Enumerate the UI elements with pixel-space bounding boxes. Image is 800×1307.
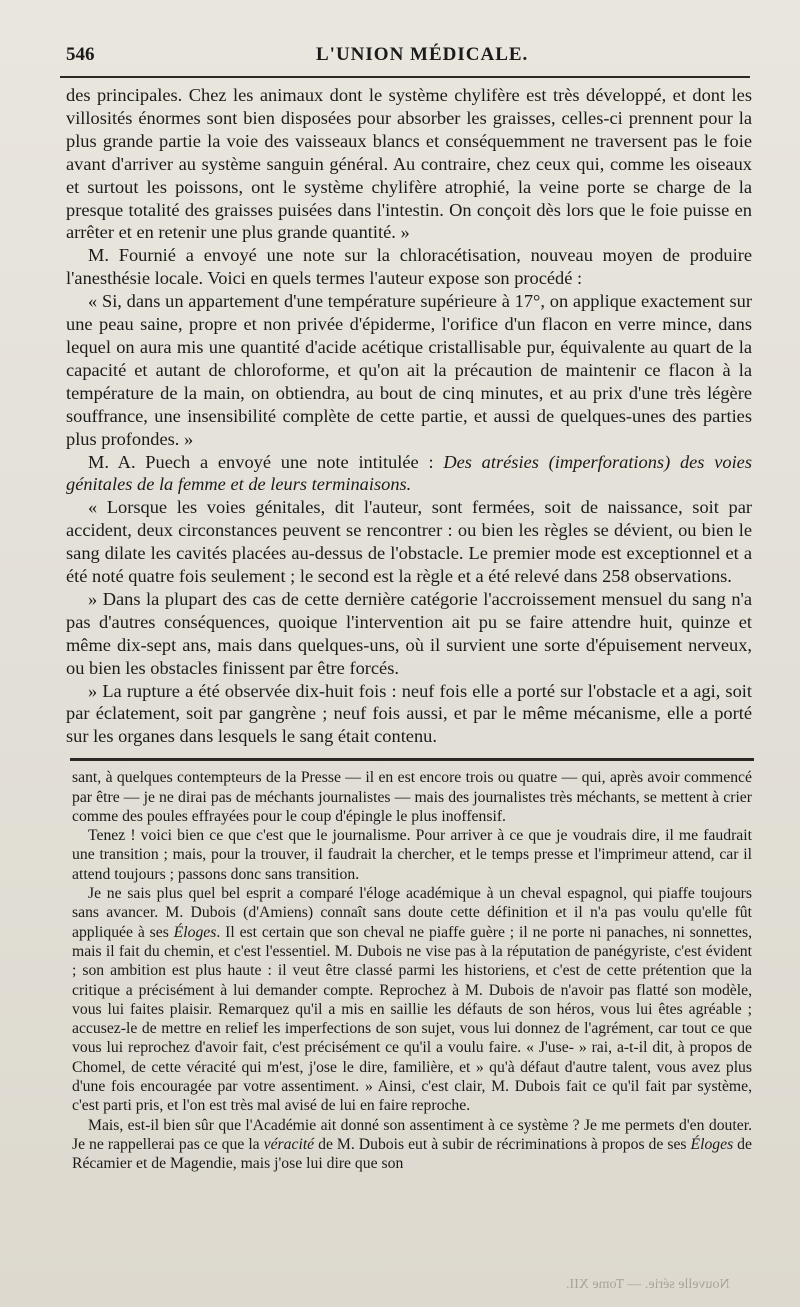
italic-run: Éloges: [173, 923, 217, 941]
page-number: 546: [66, 44, 95, 65]
text-run: Je ne sais plus quel bel esprit a comparé l'éloge académique à un cheval espagnol, qui piaffe toujours sans avancer. M. Dubois (d'Amiens) connaît sans doute cette définition et il n'a pas voulu qu'elle fût appliquée à ses: [72, 885, 752, 941]
paragraph: des principales. Chez les animaux dont le système chylifère est très développé, et dont les villosités énormes sont bien disposées pour absorber les graisses, celles-ci prennent pour la plus grande partie la voie des vaisseaux blancs et conséquemment ne traversent pas le foie avant d'arriver au système sanguin général. Au contraire, chez ceux qui, comme les oiseaux et surtout les poissons, ont le système chylifère atrophié, la veine porte se charge de la presque totalité des graisses puisées dans l'intestin. On conçoit dès lors que le foie puisse en arrêter et en retenir une plus grande quantité. »: [66, 85, 752, 243]
page-header: [66, 44, 758, 74]
header-rule: [60, 76, 750, 78]
text-run: de Récamier et de Magendie, mais j'ose lui dire que son: [72, 1135, 752, 1173]
feuilleton-paragraph: Tenez ! voici bien ce que c'est que le journalisme. Pour arriver à ce que je voudrais dire, il me faudrait une transition ; mais, pour la trouver, il faudrait la chercher, et le temps presse et l'imprimeur attend, car il attend toujours ; passons donc sans transition.: [72, 827, 752, 883]
text-run: de M. Dubois eut à subir de récriminations à propos de ses: [314, 1135, 691, 1153]
puech-title: Des atrésies (imperforations) des voies génitales de la femme et de leurs terminaisons.: [66, 451, 752, 495]
journal-title: L'UNION MÉDICALE.: [316, 44, 529, 65]
italic-run: Éloges: [690, 1135, 734, 1153]
feuilleton: [66, 768, 752, 1173]
puech-intro: M. A. Puech a envoyé une note intitulée :: [88, 451, 444, 472]
text-run: Mais, est-il bien sûr que l'Académie ait donné son assentiment à ce système ? Je me permets d'en douter. Je ne rappellerai pas ce que la: [72, 1116, 752, 1153]
paragraph: M. Fournié a envoyé une note sur la chloracétisation, nouveau moyen de produire l'anesthésie locale. Voici en quels termes l'auteur expose son procédé :: [66, 245, 752, 289]
feuilleton-separator: [70, 758, 754, 761]
feuilleton-paragraph: [72, 1116, 752, 1174]
paragraph: » La rupture a été observée dix-huit fois : neuf fois elle a porté sur l'obstacle et a agi, soit par éclatement, soit par gangrène ; neuf fois aussi, et par le même mécanisme, elle a porté sur les organes dans lesquels le sang était contenu.: [66, 680, 752, 747]
feuilleton-paragraph: [72, 884, 752, 1116]
paragraph: » Dans la plupart des cas de cette dernière catégorie l'accroissement mensuel du sang n'a pas d'autres conséquences, quoique l'intervention ait pu se faire attendre huit, quinze et même dix-sept ans, mais dans quelques-uns, où il survient une sorte d'épuisement nerveux, ou bien les obstacles finissent par être forcés.: [66, 588, 752, 678]
feuilleton-paragraph: sant, à quelques contempteurs de la Presse — il en est encore trois ou quatre — qui, après avoir commencé par être — je ne dirai pas de méchants journalistes — mais des journalistes très méchants, se mettent à crier comme des poules effrayées pour le coup d'épingle le plus inoffensif.: [72, 769, 752, 825]
paragraph-puech: [66, 451, 752, 497]
main-article: [66, 84, 752, 748]
paragraph: « Lorsque les voies génitales, dit l'auteur, sont fermées, soit de naissance, soit par accident, deux circonstances peuvent se rencontrer : ou bien les règles se dévient, ou bien le sang dilate les cavités placées au-dessus de l'obstacle. Le premier mode est exceptionnel et a été noté quatre fois seulement ; le second est la règle et a été relevé dans 258 observations.: [66, 497, 752, 587]
text-run: . Il est certain que son cheval ne piaffe guère ; il ne porte ni panaches, ni sonnettes, mais il fait du chemin, et c'est l'essentiel. M. Dubois ne vise pas à la réputation de panégyriste, c'est évident ; son ambition est plus haute : il veut être classé parmi les historiens, et c'est de cette prétention que la critique a précisément à lui demander compte. Reprochez à M. Dubois de n'avoir pas flatté son modèle, vous lui faites plaisir. Remarquez qu'il a mis en saillie les défauts de son héros, vous lui êtes agréable ; accusez-le de mettre en relief les imperfections de son sujet, vous lui donnez de l'agrément, car tout ce que vous lui reprochez d'avoir fait, c'est précisément ce qu'il a voulu faire. « J'use- » rai, a-t-il dit, à propos de Chomel, de cette véracité qui m'est, j'ose le dire, familière, et » qu'à défaut d'autre talent, vous avez plus d'une fois encouragée par votre assentiment. » Ainsi, c'est clair, M. Dubois fait ce qu'il fait par système, c'est parti pris, et l'on est très mal avisé de lui en faire reproche.: [72, 923, 752, 1115]
paragraph: « Si, dans un appartement d'une température supérieure à 17°, on applique exactement sur une peau saine, propre et non privée d'épiderme, l'orifice d'un flacon en verre mince, dans lequel on aura mis une quantité d'acide acétique cristallisable pur, équivalente au quart de la capacité et autant de chloroforme, et qu'on ait la précaution de maintenir ce flacon à la température de la main, on obtiendra, au bout de cinq minutes, et au prix d'une très légère souffrance, une insensibilité complète de cette partie, et aussi de quelques-unes des parties plus profondes. »: [66, 291, 752, 449]
italic-run: véracité: [263, 1135, 315, 1153]
show-through-footer: Nouvelle série. — Tome XII.: [566, 1277, 730, 1292]
